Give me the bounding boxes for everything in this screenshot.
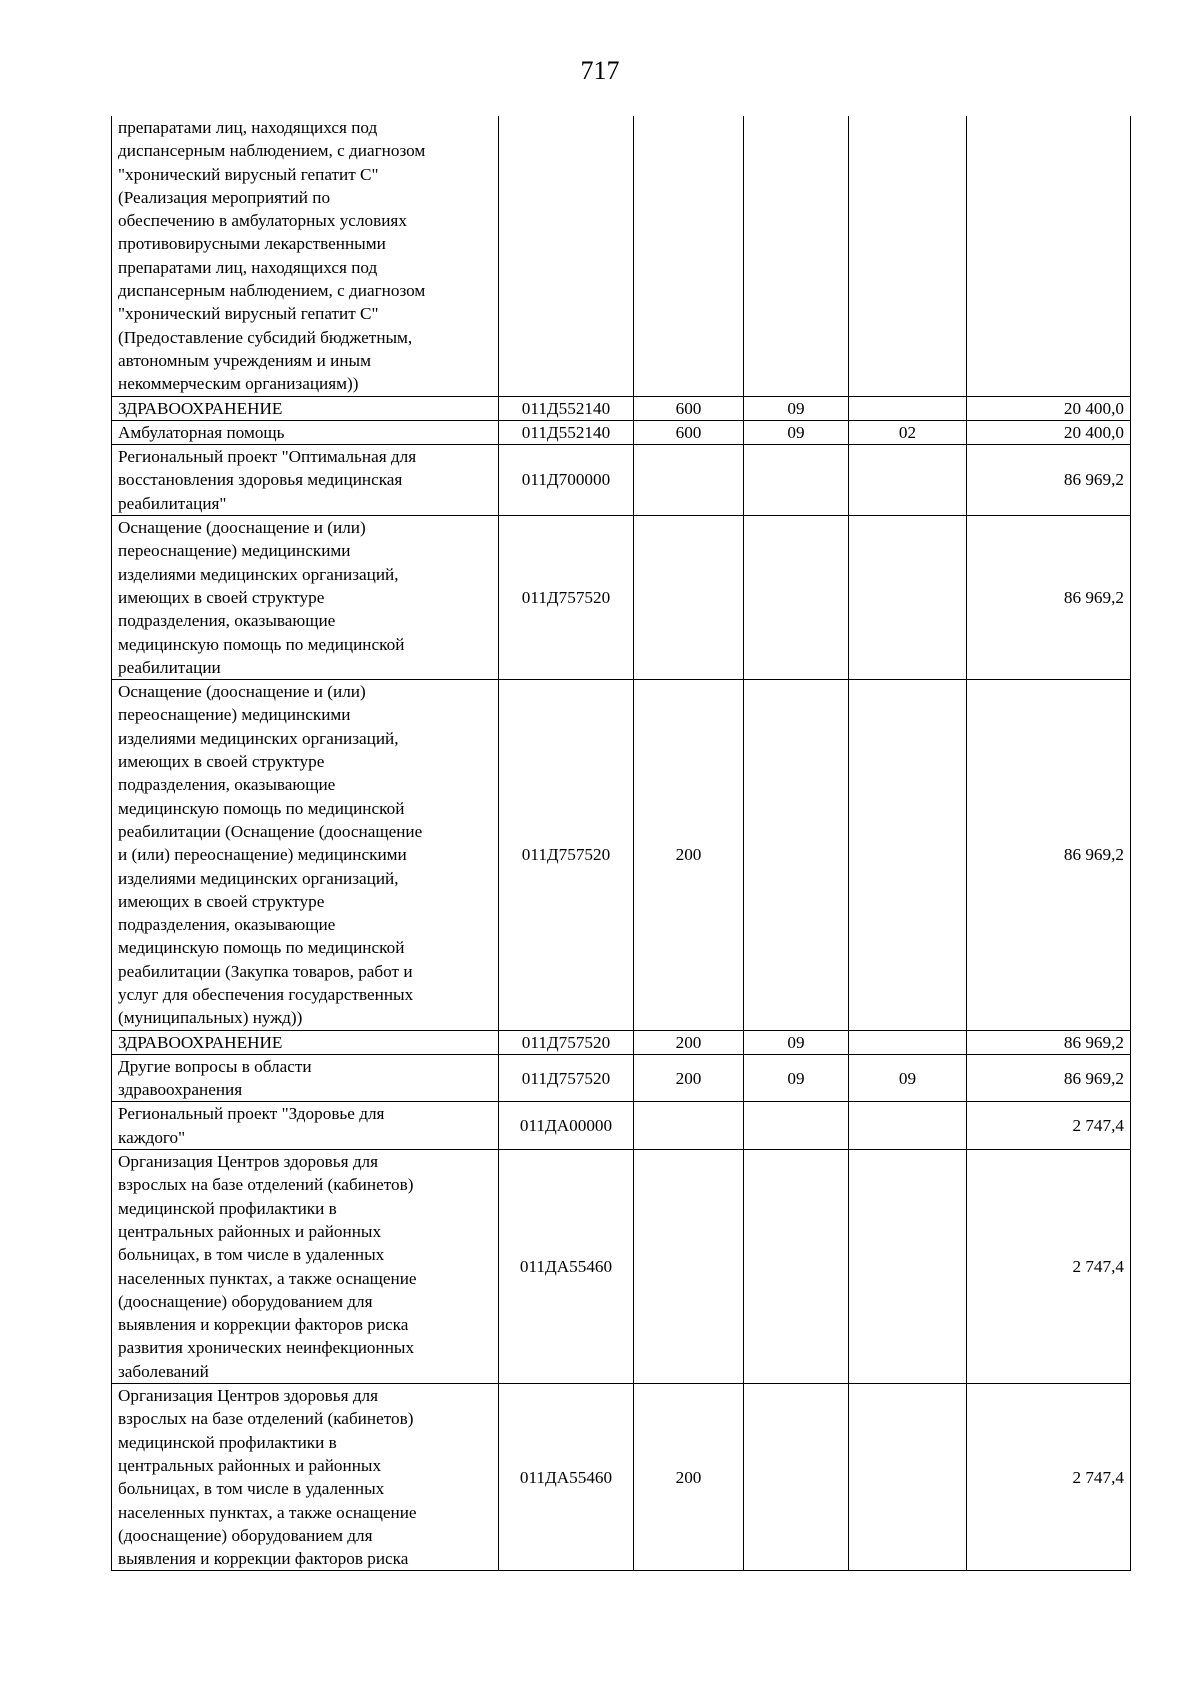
expense-type-cell <box>634 445 744 516</box>
section-cell <box>744 516 849 680</box>
item-name-cell <box>112 516 499 680</box>
expense-type-cell: 200 <box>634 680 744 1030</box>
item-name-line: переоснащение) медицинскими <box>118 541 351 561</box>
section-cell <box>744 445 849 516</box>
target-code-cell: 011Д757520 <box>499 680 634 1030</box>
amount-cell: 86 969,2 <box>967 680 1131 1030</box>
item-name-line: изделиями медицинских организаций, <box>118 728 399 748</box>
item-name-line: каждого" <box>118 1127 186 1147</box>
item-name-line: (дооснащение) оборудованием для <box>118 1525 373 1545</box>
item-name-line: препаратами лиц, находящихся под <box>118 257 378 277</box>
expense-type-cell <box>634 1102 744 1150</box>
subsection-cell <box>849 1030 967 1054</box>
section-cell: 09 <box>744 396 849 420</box>
section-cell <box>744 1102 849 1150</box>
target-code-cell: 011Д700000 <box>499 445 634 516</box>
item-name-line: (Реализация мероприятий по <box>118 187 331 207</box>
section-cell: 09 <box>744 1054 849 1102</box>
item-name-line: противовирусными лекарственными <box>118 234 386 254</box>
item-name-line: (Предоставление субсидий бюджетным, <box>118 327 413 347</box>
item-name-line: Региональный проект "Здоровье для <box>118 1104 385 1124</box>
expense-type-cell: 200 <box>634 1030 744 1054</box>
item-name-line: реабилитации <box>118 657 221 677</box>
item-name-line: автономным учреждениям и иным <box>118 350 371 370</box>
amount-cell: 86 969,2 <box>967 445 1131 516</box>
item-name-line: Региональный проект "Оптимальная для <box>118 447 417 467</box>
item-name-cell <box>112 445 499 516</box>
item-name-line: услуг для обеспечения государственных <box>118 984 414 1004</box>
amount-cell: 20 400,0 <box>967 420 1131 444</box>
item-name-line: выявления и коррекции факторов риска <box>118 1315 409 1335</box>
item-name-line: имеющих в своей структуре <box>118 752 325 772</box>
item-name-line: некоммерческим организациям)) <box>118 374 359 394</box>
subsection-cell: 09 <box>849 1054 967 1102</box>
section-cell: 09 <box>744 420 849 444</box>
item-name-line: реабилитации (Закупка товаров, работ и <box>118 961 413 981</box>
item-name-line: медицинской профилактики в <box>118 1198 337 1218</box>
item-name-line: изделиями медицинских организаций, <box>118 868 399 888</box>
table-row <box>112 396 1131 420</box>
item-name-line: ЗДРАВООХРАНЕНИЕ <box>118 1032 283 1052</box>
expense-type-cell <box>634 1150 744 1384</box>
subsection-cell <box>849 1150 967 1384</box>
item-name-line: заболеваний <box>118 1361 209 1381</box>
table-row <box>112 1030 1131 1054</box>
amount-cell: 2 747,4 <box>967 1384 1131 1571</box>
item-name-cell <box>112 1384 499 1571</box>
item-name-line: (муниципальных) нужд)) <box>118 1008 303 1028</box>
expense-type-cell <box>634 516 744 680</box>
target-code-cell <box>499 116 634 396</box>
expense-type-cell: 600 <box>634 396 744 420</box>
subsection-cell <box>849 516 967 680</box>
item-name-line: больницах, в том числе в удаленных <box>118 1245 385 1265</box>
expense-type-cell: 200 <box>634 1054 744 1102</box>
amount-cell: 2 747,4 <box>967 1150 1131 1384</box>
expense-type-cell: 200 <box>634 1384 744 1571</box>
item-name-line: медицинскую помощь по медицинской <box>118 938 405 958</box>
expense-type-cell <box>634 116 744 396</box>
item-name-line: "хронический вирусный гепатит С" <box>118 304 379 324</box>
section-cell <box>744 116 849 396</box>
table-row <box>112 445 1131 516</box>
target-code-cell: 011ДА55460 <box>499 1384 634 1571</box>
item-name-line: населенных пунктах, а также оснащение <box>118 1268 417 1288</box>
item-name-line: больницах, в том числе в удаленных <box>118 1479 385 1499</box>
item-name-line: диспансерным наблюдением, с диагнозом <box>118 281 426 301</box>
table-row <box>112 420 1131 444</box>
section-cell <box>744 1150 849 1384</box>
subsection-cell <box>849 1384 967 1571</box>
item-name-line: реабилитации (Оснащение (дооснащение <box>118 821 423 841</box>
subsection-cell: 02 <box>849 420 967 444</box>
table-row <box>112 1384 1131 1571</box>
target-code-cell: 011Д757520 <box>499 1030 634 1054</box>
item-name-line: медицинскую помощь по медицинской <box>118 634 405 654</box>
item-name-line: обеспечению в амбулаторных условиях <box>118 211 407 231</box>
expense-type-cell: 600 <box>634 420 744 444</box>
item-name-line: подразделения, оказывающие <box>118 775 336 795</box>
amount-cell: 86 969,2 <box>967 516 1131 680</box>
subsection-cell <box>849 1102 967 1150</box>
target-code-cell: 011ДА00000 <box>499 1102 634 1150</box>
item-name-line: Организация Центров здоровья для <box>118 1152 379 1172</box>
item-name-line: (дооснащение) оборудованием для <box>118 1291 373 1311</box>
item-name-cell <box>112 1150 499 1384</box>
amount-cell: 86 969,2 <box>967 1030 1131 1054</box>
amount-cell: 20 400,0 <box>967 396 1131 420</box>
item-name-line: развития хронических неинфекционных <box>118 1338 415 1358</box>
item-name-line: "хронический вирусный гепатит С" <box>118 164 379 184</box>
table-row <box>112 680 1131 1030</box>
subsection-cell <box>849 116 967 396</box>
item-name-line: имеющих в своей структуре <box>118 891 325 911</box>
table-row <box>112 1102 1131 1150</box>
item-name-line: Оснащение (дооснащение и (или) <box>118 682 366 702</box>
item-name-line: взрослых на базе отделений (кабинетов) <box>118 1175 414 1195</box>
item-name-line: реабилитация" <box>118 493 227 513</box>
target-code-cell: 011Д757520 <box>499 516 634 680</box>
item-name-cell <box>112 1054 499 1102</box>
item-name-line: Организация Центров здоровья для <box>118 1386 379 1406</box>
target-code-cell: 011Д552140 <box>499 420 634 444</box>
target-code-cell: 011ДА55460 <box>499 1150 634 1384</box>
item-name-cell <box>112 420 499 444</box>
subsection-cell <box>849 396 967 420</box>
item-name-cell <box>112 396 499 420</box>
table-row <box>112 516 1131 680</box>
item-name-line: Амбулаторная помощь <box>118 422 285 442</box>
amount-cell: 2 747,4 <box>967 1102 1131 1150</box>
table-row <box>112 1150 1131 1384</box>
section-cell: 09 <box>744 1030 849 1054</box>
item-name-line: имеющих в своей структуре <box>118 587 325 607</box>
item-name-line: населенных пунктах, а также оснащение <box>118 1502 417 1522</box>
item-name-line: медицинскую помощь по медицинской <box>118 798 405 818</box>
table-row <box>112 1054 1131 1102</box>
item-name-line: центральных районных и районных <box>118 1221 382 1241</box>
amount-cell: 86 969,2 <box>967 1054 1131 1102</box>
target-code-cell: 011Д757520 <box>499 1054 634 1102</box>
item-name-line: Оснащение (дооснащение и (или) <box>118 518 366 538</box>
amount-cell <box>967 116 1131 396</box>
item-name-cell <box>112 116 499 396</box>
table-row <box>112 116 1131 396</box>
item-name-line: изделиями медицинских организаций, <box>118 564 399 584</box>
subsection-cell <box>849 680 967 1030</box>
item-name-line: восстановления здоровья медицинская <box>118 470 403 490</box>
item-name-line: ЗДРАВООХРАНЕНИЕ <box>118 398 283 418</box>
item-name-line: диспансерным наблюдением, с диагнозом <box>118 141 426 161</box>
budget-table <box>111 116 1131 1571</box>
item-name-line: препаратами лиц, находящихся под <box>118 118 378 137</box>
item-name-line: здравоохранения <box>118 1080 243 1100</box>
item-name-cell <box>112 1030 499 1054</box>
section-cell <box>744 680 849 1030</box>
target-code-cell: 011Д552140 <box>499 396 634 420</box>
item-name-line: взрослых на базе отделений (кабинетов) <box>118 1409 414 1429</box>
page-number: 717 <box>580 56 620 85</box>
item-name-line: подразделения, оказывающие <box>118 915 336 935</box>
item-name-line: Другие вопросы в области <box>118 1056 312 1076</box>
item-name-line: медицинской профилактики в <box>118 1432 337 1452</box>
item-name-line: подразделения, оказывающие <box>118 611 336 631</box>
subsection-cell <box>849 445 967 516</box>
item-name-cell <box>112 1102 499 1150</box>
item-name-line: переоснащение) медицинскими <box>118 705 351 725</box>
item-name-line: выявления и коррекции факторов риска <box>118 1549 409 1569</box>
item-name-line: центральных районных и районных <box>118 1455 382 1475</box>
section-cell <box>744 1384 849 1571</box>
item-name-cell <box>112 680 499 1030</box>
item-name-line: и (или) переоснащение) медицинскими <box>118 845 407 865</box>
